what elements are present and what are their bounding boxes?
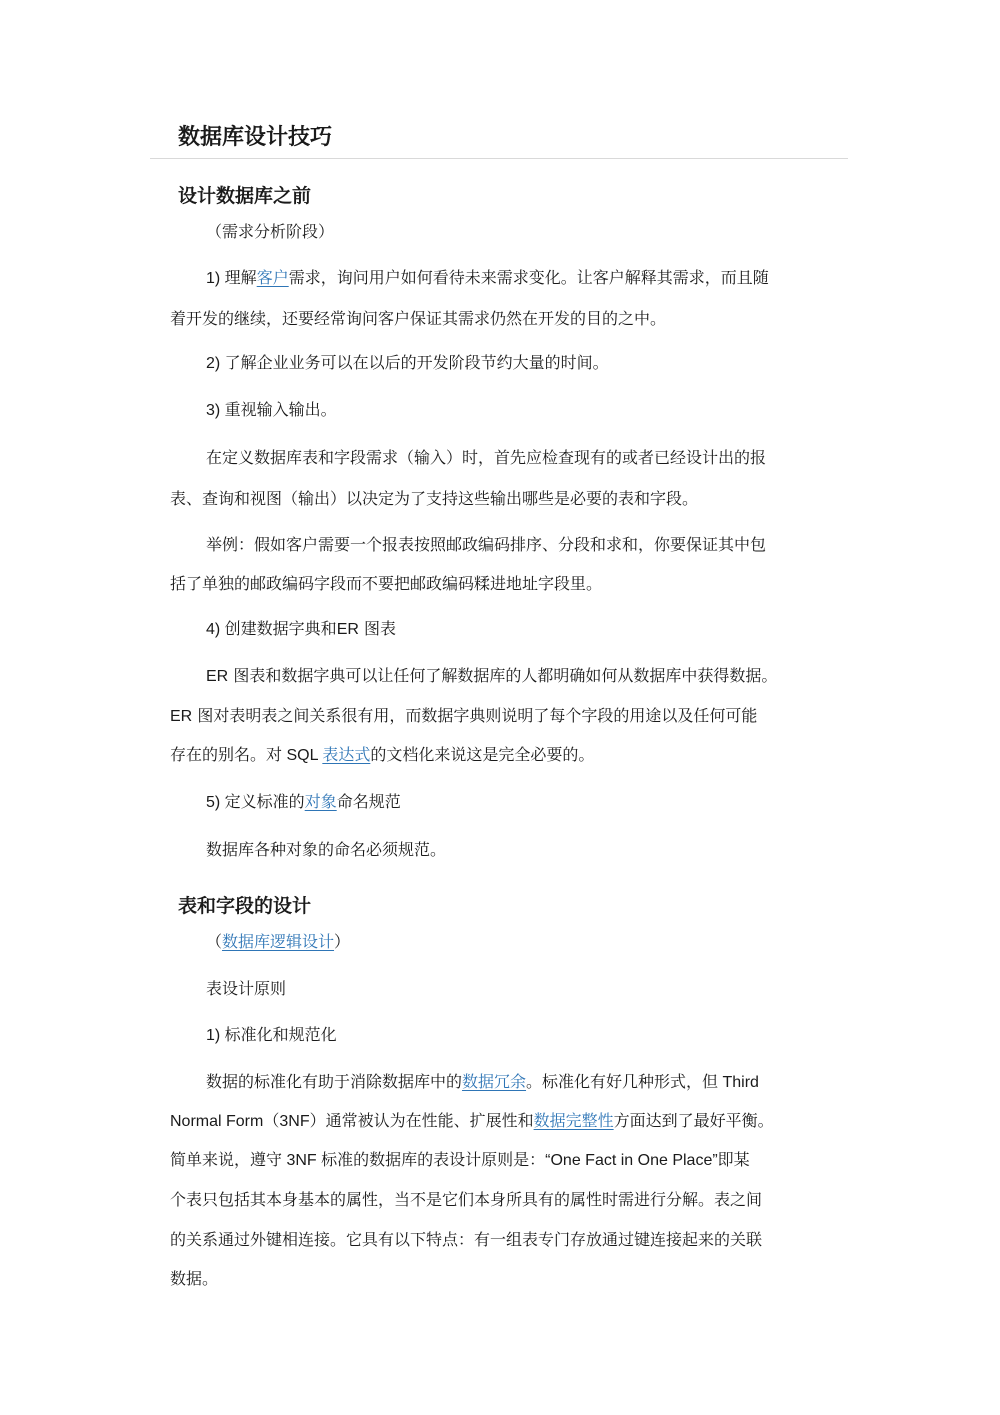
paragraph-normalization-line-1: 数据的标准化有助于消除数据库中的数据冗余。标准化有好几种形式，但 Third: [206, 1072, 759, 1091]
section-heading-table-field-design: 表和字段的设计: [178, 895, 312, 917]
list-item-1: 1) 理解客户需求，询问用户如何看待未来需求变化。让客户解释其需求，而且随: [206, 268, 769, 287]
paragraph-table-principle: 表设计原则: [206, 979, 287, 998]
list-item-5: 5) 定义标准的对象命名规范: [206, 792, 401, 811]
paragraph-io-line-1: 在定义数据库表和字段需求（输入）时，首先应检查现有的或者已经设计出的报: [206, 448, 767, 467]
link-logical-design[interactable]: 数据库逻辑设计: [222, 932, 335, 951]
list-item-2: 2) 了解企业业务可以在以后的开发阶段节约大量的时间。: [206, 353, 609, 372]
list-item-1-continued: 着开发的继续，还要经常询问客户保证其需求仍然在开发的目的之中。: [170, 309, 667, 328]
link-expression[interactable]: 表达式: [322, 745, 371, 764]
paragraph-er-line-2: ER 图对表明表之间关系很有用，而数据字典则说明了每个字段的用途以及任何可能: [170, 706, 758, 725]
document-title: 数据库设计技巧: [178, 125, 333, 150]
paragraph-er-line-1: ER 图表和数据字典可以让任何了解数据库的人都明确如何从数据库中获得数据。: [206, 666, 778, 685]
title-divider: [150, 158, 848, 159]
list-item-4: 4) 创建数据字典和ER 图表: [206, 619, 397, 638]
paragraph-er-line-3: 存在的别名。对 SQL 表达式的文档化来说这是完全必要的。: [170, 745, 595, 764]
paragraph-example-line-1: 举例：假如客户需要一个报表按照邮政编码排序、分段和求和，你要保证其中包: [206, 535, 767, 554]
link-object[interactable]: 对象: [304, 792, 337, 811]
list-item-normalization: 1) 标准化和规范化: [206, 1025, 337, 1044]
paragraph-normalization-line-4: 个表只包括其本身基本的属性，当不是它们本身所具有的属性时需进行分解。表之间: [170, 1190, 763, 1209]
link-customer[interactable]: 客户: [256, 268, 289, 287]
paragraph-naming: 数据库各种对象的命名必须规范。: [206, 840, 447, 859]
link-data-redundancy[interactable]: 数据冗余: [462, 1072, 527, 1091]
section-heading-before-design: 设计数据库之前: [178, 185, 312, 207]
section-subtitle-logical-design: （数据库逻辑设计）: [206, 932, 351, 951]
paragraph-normalization-line-5: 的关系通过外键相连接。它具有以下特点：有一组表专门存放通过键连接起来的关联: [170, 1230, 763, 1249]
paragraph-normalization-line-6: 数据。: [170, 1269, 219, 1288]
paragraph-normalization-line-3: 简单来说，遵守 3NF 标准的数据库的表设计原则是：“One Fact in One Place”即某: [170, 1150, 750, 1169]
section-subtitle: （需求分析阶段）: [206, 222, 335, 241]
paragraph-io-line-2: 表、查询和视图（输出）以决定为了支持这些输出哪些是必要的表和字段。: [170, 489, 699, 508]
link-data-integrity[interactable]: 数据完整性: [533, 1111, 614, 1130]
paragraph-normalization-line-2: Normal Form（3NF）通常被认为在性能、扩展性和数据完整性方面达到了最好平衡。: [170, 1111, 774, 1130]
paragraph-example-line-2: 括了单独的邮政编码字段而不要把邮政编码糅进地址字段里。: [170, 574, 603, 593]
list-item-3: 3) 重视输入输出。: [206, 400, 337, 419]
